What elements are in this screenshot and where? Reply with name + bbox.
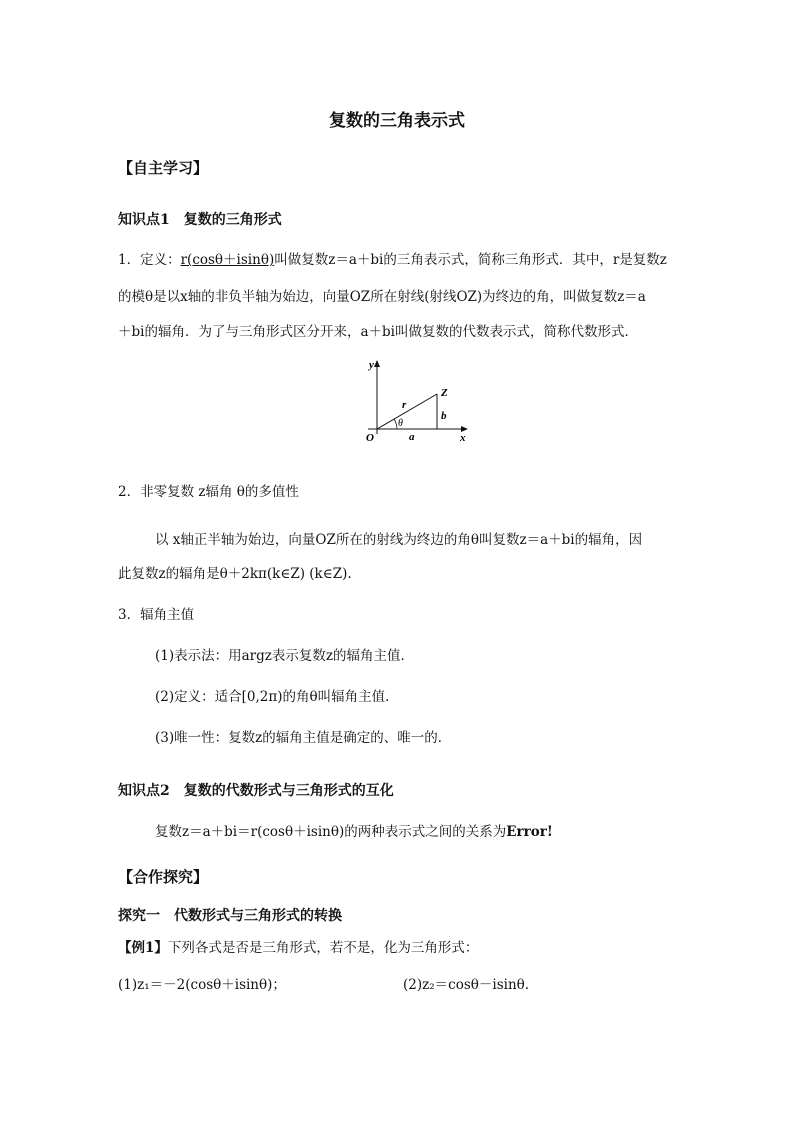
example-1-part-2: (2)z₂＝cosθ－isinθ. <box>403 977 530 993</box>
x-axis-label: x <box>460 432 466 444</box>
example-1-line <box>118 938 478 958</box>
a-label: a <box>409 431 415 443</box>
principal-value-item-3: (3)唯一性：复数z的辐角主值是确定的、唯一的． <box>155 730 452 746</box>
multivalue-line-2: 此复数z的辐角是θ＋2kπ(k∈Z) (k∈Z). <box>118 566 352 582</box>
y-axis-arrow <box>374 360 380 367</box>
knowledge-point-1-heading: 知识点1 复数的三角形式 <box>118 212 282 228</box>
theta-label: θ <box>398 418 403 429</box>
principal-value-item-1: (1)表示法：用argz表示复数z的辐角主值． <box>155 648 414 664</box>
explore-1-heading: 探究一 代数形式与三角形式的转换 <box>118 908 342 924</box>
example-1-text: 下列各式是否是三角形式，若不是，化为三角形式： <box>167 940 479 956</box>
principal-value-item-2: (2)定义：适合[0,2π)的角θ叫辐角主值． <box>155 689 399 705</box>
page-title: 复数的三角表示式 <box>329 111 465 131</box>
complex-plane-figure <box>352 356 482 448</box>
definition-line-1 <box>118 250 667 270</box>
definition-line-2: 的模θ是以x轴的非负半轴为始边，向量OZ所在射线(射线OZ)为终边的角，叫做复数z＝a <box>118 289 646 305</box>
conversion-text <box>155 822 553 842</box>
multivalue-line-1: 以 x轴正半轴为始边，向量OZ所在的射线为终边的角θ叫复数z＝a＋bi的辐角，因 <box>155 532 643 548</box>
example-1-tag: 【例1】 <box>118 940 168 956</box>
section-heading-cooperative: 【合作探究】 <box>118 868 209 886</box>
point-z-label: Z <box>441 387 448 399</box>
vector-oz <box>377 394 437 429</box>
y-axis-label: y <box>369 359 374 371</box>
theta-arc <box>394 419 397 429</box>
principal-value-heading: 3．辐角主值 <box>118 607 195 623</box>
error-field: Error! <box>506 824 553 840</box>
origin-label: O <box>366 432 374 444</box>
trig-form-expression: r(cosθ＋isinθ) <box>180 252 275 268</box>
definition-label: 1．定义： <box>118 252 181 268</box>
multivalue-heading: 2．非零复数 z辐角 θ的多值性 <box>118 484 299 500</box>
b-label: b <box>441 410 447 422</box>
example-1-part-1: (1)z₁＝－2(cosθ＋isinθ)； <box>118 977 286 993</box>
definition-line-3: ＋bi的辐角．为了与三角形式区分开来，a＋bi叫做复数的代数表示式，简称代数形式． <box>118 324 638 340</box>
definition-text: 叫做复数z＝a＋bi的三角表示式，简称三角形式．其中，r是复数z <box>274 252 667 268</box>
modulus-r-label: r <box>402 399 407 411</box>
section-heading-self-study: 【自主学习】 <box>118 159 209 177</box>
conversion-sentence: 复数z＝a＋bi＝r(cosθ＋isinθ)的两种表示式之间的关系为 <box>155 824 507 840</box>
knowledge-point-2-heading: 知识点2 复数的代数形式与三角形式的互化 <box>118 783 394 799</box>
